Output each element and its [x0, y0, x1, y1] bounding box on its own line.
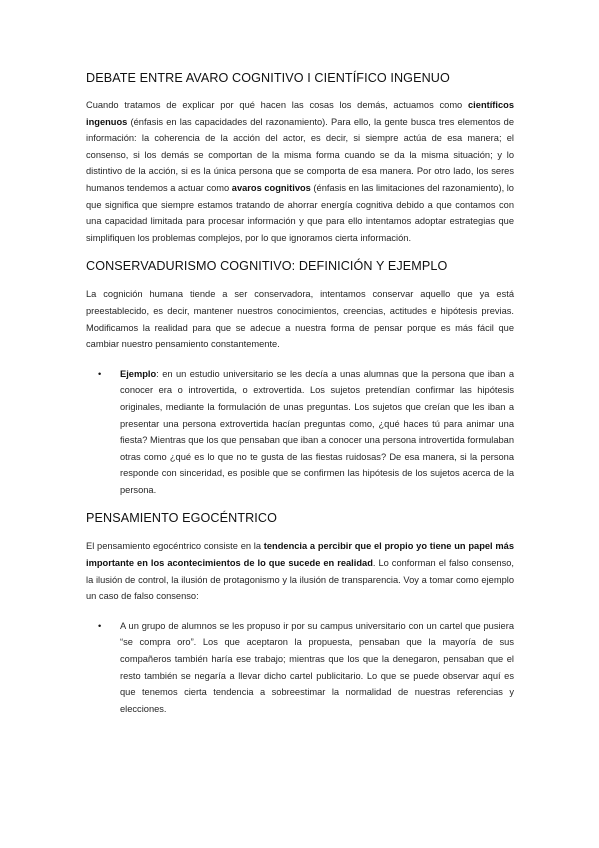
bullet-list-conservadurismo: [86, 366, 514, 499]
bold-phrase-tendencia: tendencia a percibir que el propio yo tiene un papel más importante en los acontecimientos de lo que sucede en realidad: [86, 541, 514, 569]
bold-term-cientificos-ingenuos: científicos ingenuos: [86, 100, 514, 127]
paragraph-avaro-cientifico: [86, 97, 514, 246]
list-item-falso-consenso: [86, 618, 514, 718]
list-item-ejemplo: [86, 366, 514, 499]
text-run: . Lo conforman el falso consenso, la ilusión de control, la ilusión de protagonismo y la ilusión de transparencia. Voy a tomar como ejemplo un caso de falso consenso:: [86, 558, 514, 602]
bold-term-avaros-cognitivos: avaros cognitivos: [231, 182, 311, 193]
text-run: El pensamiento egocéntrico consiste en la: [86, 541, 264, 552]
text-run: (énfasis en las limitaciones del razonamiento), lo que significa que siempre estamos tratando de ahorrar energía cognitiva debido a que contamos con una capacidad limitada para procesar información y que para ello intentamos adoptar estrategias que simplifiquen los problemas complejos, por lo que ignoramos cierta información.: [86, 182, 514, 243]
section-heading-conservadurismo: CONSERVADURISMO COGNITIVO: DEFINICIÓN Y EJEMPLO: [86, 259, 448, 274]
bullet-text-ejemplo: [120, 366, 514, 499]
document-body: [86, 70, 514, 717]
section-heading-egocentrico: PENSAMIENTO EGOCÉNTRICO: [86, 511, 277, 526]
bullet-icon: •: [98, 620, 102, 631]
bold-term-ejemplo: Ejemplo: [120, 368, 157, 379]
text-run: Cuando tratamos de explicar por qué hacen las cosas los demás, actuamos como: [86, 100, 469, 110]
text-run: : en un estudio universitario se les decía a unas alumnas que la persona que iban a conocer era o introvertida, o extrovertida. Los sujetos pretendían confirmar las hipótesis originales, mediante la formulación de unas preguntas. Los sujetos que creían que les iban a presentar una persona extrovertida hacían preguntas como, ¿qué haces tú para animar una fiesta? Mientras que los que pensaban que iban a conocer una persona introvertida formulaban otras como ¿qué es lo que no te gusta de las fiestas ruidosas? De esa manera, si la persona responde con sinceridad, es posible que se confirmen las hipótesis de los sujetos acerca de la persona.: [120, 368, 514, 495]
bullet-icon: •: [98, 368, 102, 379]
text-run: (énfasis en las capacidades del razonamiento). Para ello, la gente busca tres elementos de información: la coherencia de la acción del actor, es decir, si siempre actúa de esa manera; el consenso, si los demás se comportan de la misma forma cuando se da la misma situación; y lo distintivo de la acción, si es la única persona que se comporta de esa manera. Por otro lado, los seres humanos tendemos a actuar como: [86, 116, 514, 193]
paragraph-conservadurismo: La cognición humana tiende a ser conservadora, intentamos conservar aquello que ya está preestablecido, es decir, mantener nuestros conocimientos, creencias, actitudes e hipótesis previas. Modificamos la realidad para que se adecue a nuestra forma de pensar porque es más fácil que cambiar nuestro pensamiento constantemente.: [86, 289, 514, 350]
section-heading-avaro-cientifico: DEBATE ENTRE AVARO COGNITIVO I CIENTÍFICO INGENUO: [86, 71, 450, 85]
bullet-text-falso-consenso: A un grupo de alumnos se les propuso ir por su campus universitario con un cartel que pusiera “se compra oro”. Los que aceptaron la propuesta, pensaban que la mayoría de sus compañeros también haría ese trabajo; mientras que los que la denegaron, pensaban que el resto también se negaría a llevar dicho cartel publicitario. Lo que se puede observar aquí es que tenemos cierta tendencia a sobreestimar la normalidad de nuestras referencias y elecciones.: [120, 620, 514, 714]
paragraph-egocentrico: [86, 538, 514, 604]
bullet-list-egocentrico: [86, 618, 514, 718]
